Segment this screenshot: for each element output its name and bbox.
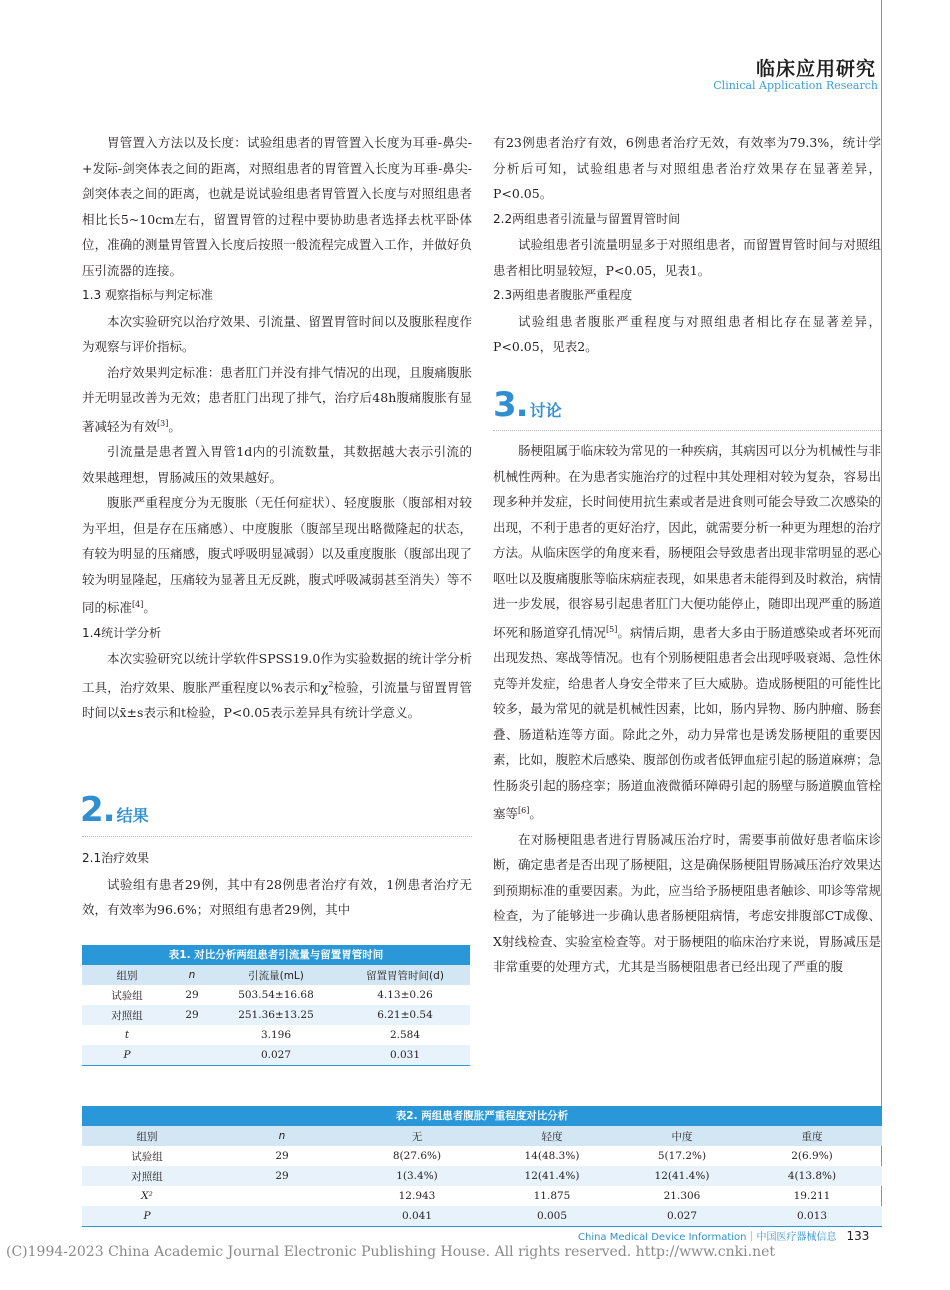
journal-name: China Medical Device Information｜中国医疗器械信息 bbox=[578, 1232, 837, 1243]
paragraph-bloating: 腹胀严重程度分为无腹胀（无任何症状）、轻度腹胀（腹部相对较为平坦，但是存在压痛感）、中度腹胀（腹部呈现出略微隆起的状态，有较为明显的压痛感，腹式呼吸明显减弱）以及重度腹胀（腹部出现了较为明显隆起，压痛较为显著且无反跳，腹式呼吸减弱甚至消失）等不同的标准[4]。 bbox=[82, 495, 472, 616]
left-column bbox=[82, 130, 472, 726]
table-row: P 0.041 0.005 0.027 0.013 bbox=[82, 1206, 882, 1227]
table-2-header: 无 bbox=[352, 1126, 482, 1146]
citation-3[interactable]: [3] bbox=[157, 418, 169, 428]
table-row: t 3.196 2.584 bbox=[124, 1029, 421, 1041]
table-1-header: n bbox=[172, 965, 212, 985]
page-footer bbox=[578, 1228, 869, 1243]
table-1-header: 引流量(mL) bbox=[212, 965, 340, 985]
heading-2-1: 2.1治疗效果 bbox=[82, 851, 150, 865]
copyright-line: (C)1994-2023 China Academic Journal Electronic Publishing House. All rights reserved. http://www.cnki.net bbox=[6, 1244, 776, 1260]
table-row: 对照组 29 1(3.4%) 12(41.4%) 12(41.4%) 4(13.8%) bbox=[82, 1166, 882, 1186]
left-column-results bbox=[82, 846, 472, 923]
heading-2-3: 2.3两组患者腹胀严重程度 bbox=[493, 288, 633, 302]
paragraph-drainage: 引流量是患者置入胃管1d内的引流数量，其数据越大表示引流的效果越理想，胃肠减压的效果越好。 bbox=[82, 444, 472, 485]
right-column bbox=[493, 130, 881, 360]
paragraph-discussion-2: 在对肠梗阻患者进行胃肠减压治疗时，需要事前做好患者临床诊断，确定患者是否出现了肠梗阻，这是确保肠梗阻胃肠减压治疗效果达到预期标准的重要因素。为此，应当给予肠梗阻患者触诊、叩诊等常规检查，为了能够进一步确认患者肠梗阻病情，考虑安排腹部CT成像、X射线检查、实验室检查等。对于肠梗阻的临床治疗来说，胃肠减压是非常重要的处理方式，尤其是当肠梗阻患者已经出现了严重的腹 bbox=[493, 831, 881, 975]
heading-1-4: 1.4统计学分析 bbox=[82, 625, 162, 640]
heading-2-2: 2.2两组患者引流量与留置胃管时间 bbox=[493, 211, 681, 226]
page-number: 133 bbox=[846, 1229, 870, 1243]
paragraph-criteria: 治疗效果判定标准：患者肛门并没有排气情况的出现，且腹痛腹胀并无明显改善为无效；患者肛门出现了排气，治疗后48h腹痛腹胀有显著减轻为有效[3]。 bbox=[82, 364, 472, 434]
table-row: P 0.027 0.031 bbox=[82, 1045, 470, 1066]
table-2-header: n bbox=[212, 1126, 352, 1146]
table-2-header: 重度 bbox=[742, 1126, 882, 1146]
table-2 bbox=[82, 1106, 882, 1227]
right-column-discussion bbox=[493, 438, 881, 980]
citation-4[interactable]: [4] bbox=[132, 600, 144, 610]
paragraph-indicators: 本次实验研究以治疗效果、引流量、留置胃管时间以及腹胀程度作为观察与评价指标。 bbox=[82, 313, 472, 354]
paragraph-bloating-result: 试验组患者腹胀严重程度与对照组患者相比存在显著差异，P<0.05，见表2。 bbox=[493, 313, 881, 354]
section-title: 临床应用研究 bbox=[755, 58, 876, 80]
table-2-caption: 表2. 两组患者腹胀严重程度对比分析 bbox=[82, 1106, 882, 1126]
table-row: 试验组 29 8(27.6%) 14(48.3%) 5(17.2%) 2(6.9%) bbox=[131, 1150, 833, 1163]
citation-5[interactable]: [5] bbox=[606, 624, 618, 634]
header-rule bbox=[881, 0, 882, 1215]
table-row: 对照组 29 251.36±13.25 6.21±0.54 bbox=[82, 1005, 470, 1025]
paragraph-statistics: 本次实验研究以统计学软件SPSS19.0作为实验数据的统计学分析工具，治疗效果、腹胀严重程度以%表示和$\chi^2$检验，引流量与留置胃管时间以x̄±s表示和t检验，P<0.05表示差异具有统计学意义。 bbox=[82, 651, 472, 721]
heading-1-3: 1.3 观察指标与判定标准 bbox=[82, 288, 213, 302]
section-subtitle: Clinical Application Research bbox=[713, 79, 878, 92]
table-1-header: 留置胃管时间(d) bbox=[340, 965, 470, 985]
paragraph-efficacy-cont: 有23例患者治疗有效，6例患者治疗无效，有效率为79.3%，统计学分析后可知，试验组患者与对照组患者治疗效果存在显著差异，P<0.05。 bbox=[493, 135, 881, 201]
paragraph-efficacy: 试验组有患者29例，其中有28例患者治疗有效，1例患者治疗无效，有效率为96.6%；对照组有患者29例，其中 bbox=[82, 876, 472, 917]
divider bbox=[82, 836, 472, 837]
heading-discussion: 3. 讨论 bbox=[493, 385, 562, 425]
table-1-caption: 表1. 对比分析两组患者引流量与留置胃管时间 bbox=[82, 945, 470, 965]
divider bbox=[493, 430, 881, 431]
table-1 bbox=[82, 945, 470, 1066]
table-row: X² 12.943 11.875 21.306 19.211 bbox=[141, 1190, 831, 1202]
citation-6[interactable]: [6] bbox=[518, 806, 530, 816]
paragraph-discussion-1: 肠梗阻属于临床较为常见的一种疾病，其病因可以分为机械性与非机械性两种。在为患者实施治疗的过程中其处理相对较为复杂，容易出现多种并发症，长时间使用抗生素或者是进食则可能会导致二次感染的出现，不利于患者的更好治疗，因此，就需要分析一种更为理想的治疗方法。从临床医学的角度来看，肠梗阻会导致患者出现非常明显的恶心呕吐以及腹痛腹胀等临床病症表现，如果患者未能得到及时救治，病情进一步发展，很容易引起患者肛门大便功能停止，随即出现严重的肠道坏死和肠道穿孔情况[5]。病情后期，患者大多由于肠道感染或者坏死而出现发热、寒战等情况。也有个别肠梗阻患者会出现呼吸衰竭、急性休克等并发症，给患者人身安全带来了巨大威胁。造成肠梗阻的可能性比较多，最为常见的就是机械性因素，比如，肠内异物、肠内肿瘤、肠套叠、肠道粘连等方面。除此之外，动力异常也是诱发肠梗阻的重要因素，比如，腹腔术后感染、腹部创伤或者低钾血症引起的肠道麻痹；急性肠炎引起的肠痉挛；肠道血液微循环障碍引起的肠壁与肠道膜血管栓塞等[6]。 bbox=[493, 443, 881, 822]
paragraph-method: 胃管置入方法以及长度：试验组患者的胃管置入长度为耳垂-鼻尖-+发际-剑突体表之间的距离，对照组患者的胃管置入长度为耳垂-鼻尖-剑突体表之间的距离，也就是说试验组患者胃管置入长度与对照组患者相比长5~10cm左右，留置胃管的过程中要协助患者选择去枕平卧体位，准确的测量胃管置入长度后按照一般流程完成置入工作，并做好负压引流器的连接。 bbox=[82, 135, 472, 278]
table-2-header: 组别 bbox=[82, 1126, 212, 1146]
table-row: 试验组 29 503.54±16.68 4.13±0.26 bbox=[111, 989, 433, 1002]
paragraph-drainage-result: 试验组患者引流量明显多于对照组患者，而留置胃管时间与对照组患者相比明显较短，P<0.05，见表1。 bbox=[493, 237, 881, 278]
heading-results: 2. 结果 bbox=[80, 790, 149, 830]
table-1-header: 组别 bbox=[82, 965, 172, 985]
table-2-header: 中度 bbox=[622, 1126, 742, 1146]
table-2-header: 轻度 bbox=[482, 1126, 622, 1146]
